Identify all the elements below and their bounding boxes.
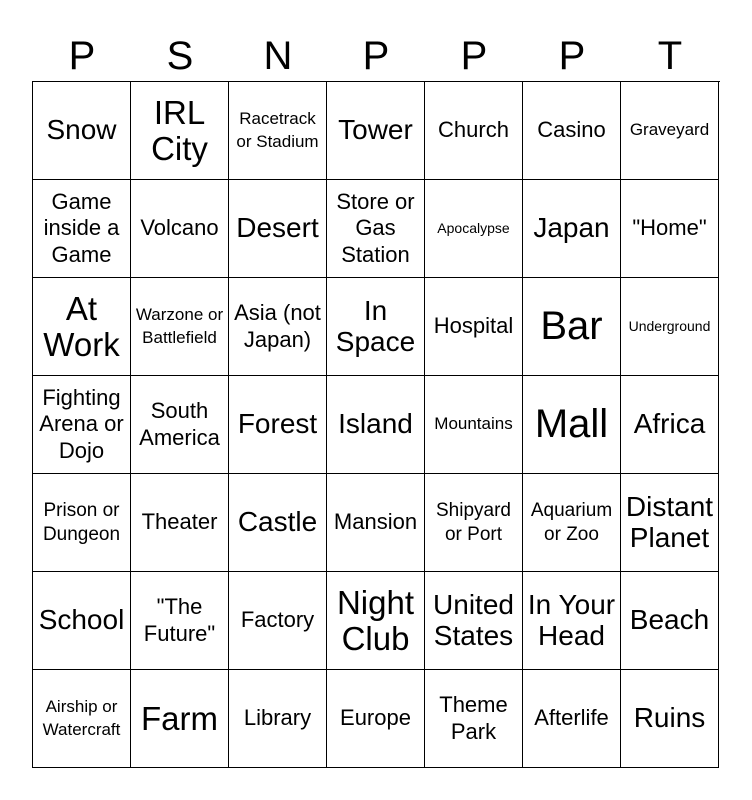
bingo-cell-label: United States bbox=[433, 588, 514, 651]
bingo-cell[interactable] bbox=[523, 180, 621, 278]
bingo-cell[interactable] bbox=[523, 278, 621, 376]
bingo-cell-label: Castle bbox=[237, 506, 318, 538]
bingo-cell[interactable] bbox=[327, 376, 425, 474]
bingo-cell-label: Airship or Watercraft bbox=[42, 696, 121, 739]
bingo-cell[interactable] bbox=[523, 82, 621, 180]
bingo-cell[interactable] bbox=[621, 572, 719, 670]
bingo-cell[interactable] bbox=[523, 376, 621, 474]
bingo-cell-label: Game inside a Game bbox=[43, 188, 120, 267]
bingo-cell-label: Prison or Dungeon bbox=[42, 499, 121, 545]
bingo-cell-label: Graveyard bbox=[629, 120, 710, 140]
header-letter-5: P bbox=[460, 34, 488, 78]
header-letter-3: N bbox=[263, 34, 293, 78]
bingo-cell[interactable] bbox=[33, 278, 131, 376]
bingo-cell-label: Island bbox=[338, 408, 413, 440]
bingo-cell[interactable] bbox=[33, 376, 131, 474]
bingo-cell-label: Mall bbox=[534, 401, 609, 446]
bingo-cell-label: "The Future" bbox=[143, 594, 216, 646]
bingo-cell-label: Store or Gas Station bbox=[336, 188, 415, 267]
bingo-cell-label: Theme Park bbox=[439, 692, 508, 744]
bingo-cell-label: Volcano bbox=[140, 215, 219, 241]
bingo-cell[interactable] bbox=[33, 670, 131, 768]
bingo-cell-label: South America bbox=[139, 398, 220, 450]
bingo-cell[interactable] bbox=[33, 180, 131, 278]
bingo-cell[interactable] bbox=[229, 572, 327, 670]
bingo-cell-label: Africa bbox=[633, 408, 706, 440]
bingo-cell[interactable] bbox=[33, 82, 131, 180]
bingo-cell[interactable] bbox=[425, 572, 523, 670]
bingo-cell[interactable] bbox=[621, 278, 719, 376]
bingo-cell[interactable] bbox=[229, 82, 327, 180]
bingo-cell-label: Snow bbox=[46, 114, 117, 146]
bingo-cell-label: At Work bbox=[43, 289, 120, 363]
bingo-cell-label: Night Club bbox=[336, 583, 415, 657]
bingo-cell[interactable] bbox=[229, 376, 327, 474]
bingo-cell[interactable] bbox=[621, 474, 719, 572]
bingo-cell[interactable] bbox=[131, 278, 229, 376]
bingo-cell[interactable] bbox=[131, 670, 229, 768]
bingo-cell[interactable] bbox=[327, 82, 425, 180]
bingo-cell-label: In Your Head bbox=[527, 588, 616, 651]
bingo-cell-label: Hospital bbox=[433, 313, 514, 339]
bingo-cell-label: Mansion bbox=[333, 509, 418, 535]
bingo-cell[interactable] bbox=[229, 474, 327, 572]
bingo-cell[interactable] bbox=[621, 82, 719, 180]
bingo-cell[interactable] bbox=[327, 278, 425, 376]
bingo-cell-label: School bbox=[38, 604, 125, 636]
bingo-cell-label: Europe bbox=[340, 705, 411, 731]
bingo-cell[interactable] bbox=[621, 670, 719, 768]
bingo-cell-label: Japan bbox=[533, 212, 610, 244]
bingo-cell[interactable] bbox=[131, 180, 229, 278]
bingo-cell[interactable] bbox=[425, 278, 523, 376]
bingo-cell[interactable] bbox=[621, 180, 719, 278]
bingo-cell-label: Theater bbox=[141, 509, 218, 535]
bingo-cell-label: Desert bbox=[236, 212, 319, 244]
bingo-cell-label: Factory bbox=[240, 607, 315, 633]
bingo-cell-label: Apocalypse bbox=[437, 220, 510, 237]
bingo-cell-label: "Home" bbox=[632, 215, 707, 241]
bingo-cell[interactable] bbox=[523, 572, 621, 670]
bingo-cell[interactable] bbox=[33, 474, 131, 572]
bingo-cell[interactable] bbox=[425, 82, 523, 180]
bingo-cell-label: Fighting Arena or Dojo bbox=[39, 384, 124, 463]
bingo-header bbox=[33, 30, 719, 82]
bingo-cell-label: Beach bbox=[629, 604, 710, 636]
bingo-cell[interactable] bbox=[425, 670, 523, 768]
bingo-cell[interactable] bbox=[523, 474, 621, 572]
bingo-cell-label: Forest bbox=[237, 408, 318, 440]
bingo-cell-label: Shipyard or Port bbox=[436, 499, 511, 545]
bingo-cell-label: Aquarium or Zoo bbox=[530, 499, 613, 545]
bingo-cell[interactable] bbox=[425, 474, 523, 572]
bingo-cell[interactable] bbox=[327, 670, 425, 768]
bingo-cell-label: Asia (not Japan) bbox=[234, 300, 321, 352]
bingo-cell-label: IRL City bbox=[151, 93, 208, 167]
bingo-cell[interactable] bbox=[229, 278, 327, 376]
bingo-cell-label: Casino bbox=[537, 117, 606, 143]
bingo-cell[interactable] bbox=[327, 474, 425, 572]
bingo-cell[interactable] bbox=[327, 180, 425, 278]
bingo-cell-label: Library bbox=[243, 705, 312, 731]
bingo-cell-label: Church bbox=[438, 117, 509, 143]
bingo-cell[interactable] bbox=[523, 670, 621, 768]
bingo-cell[interactable] bbox=[229, 670, 327, 768]
bingo-cell-label: Bar bbox=[540, 303, 603, 348]
bingo-board bbox=[32, 81, 720, 768]
header-letter-7: T bbox=[657, 34, 683, 78]
bingo-cell-label: Farm bbox=[141, 699, 218, 737]
bingo-cell[interactable] bbox=[33, 572, 131, 670]
header-letter-1: P bbox=[68, 34, 96, 78]
bingo-cell[interactable] bbox=[621, 376, 719, 474]
bingo-cell-label: Mountains bbox=[434, 414, 513, 434]
bingo-cell-label: In Space bbox=[335, 294, 416, 357]
bingo-cell[interactable] bbox=[131, 82, 229, 180]
bingo-cell[interactable] bbox=[425, 376, 523, 474]
bingo-cell[interactable] bbox=[131, 572, 229, 670]
bingo-cell[interactable] bbox=[229, 180, 327, 278]
bingo-cell-label: Racetrack or Stadium bbox=[236, 108, 319, 151]
header-letter-2: S bbox=[166, 34, 194, 78]
bingo-cell[interactable] bbox=[131, 474, 229, 572]
bingo-cell[interactable] bbox=[131, 376, 229, 474]
bingo-cell-label: Distant Planet bbox=[625, 490, 714, 553]
bingo-cell-label: Tower bbox=[338, 114, 413, 146]
bingo-cell-label: Afterlife bbox=[534, 705, 609, 731]
bingo-cell[interactable] bbox=[327, 572, 425, 670]
bingo-cell-label: Underground bbox=[628, 318, 711, 335]
bingo-cell-label: Warzone or Battlefield bbox=[135, 304, 224, 347]
header-letter-4: P bbox=[362, 34, 390, 78]
bingo-cell[interactable] bbox=[425, 180, 523, 278]
header-letter-6: P bbox=[558, 34, 586, 78]
bingo-cell-label: Ruins bbox=[633, 702, 706, 734]
